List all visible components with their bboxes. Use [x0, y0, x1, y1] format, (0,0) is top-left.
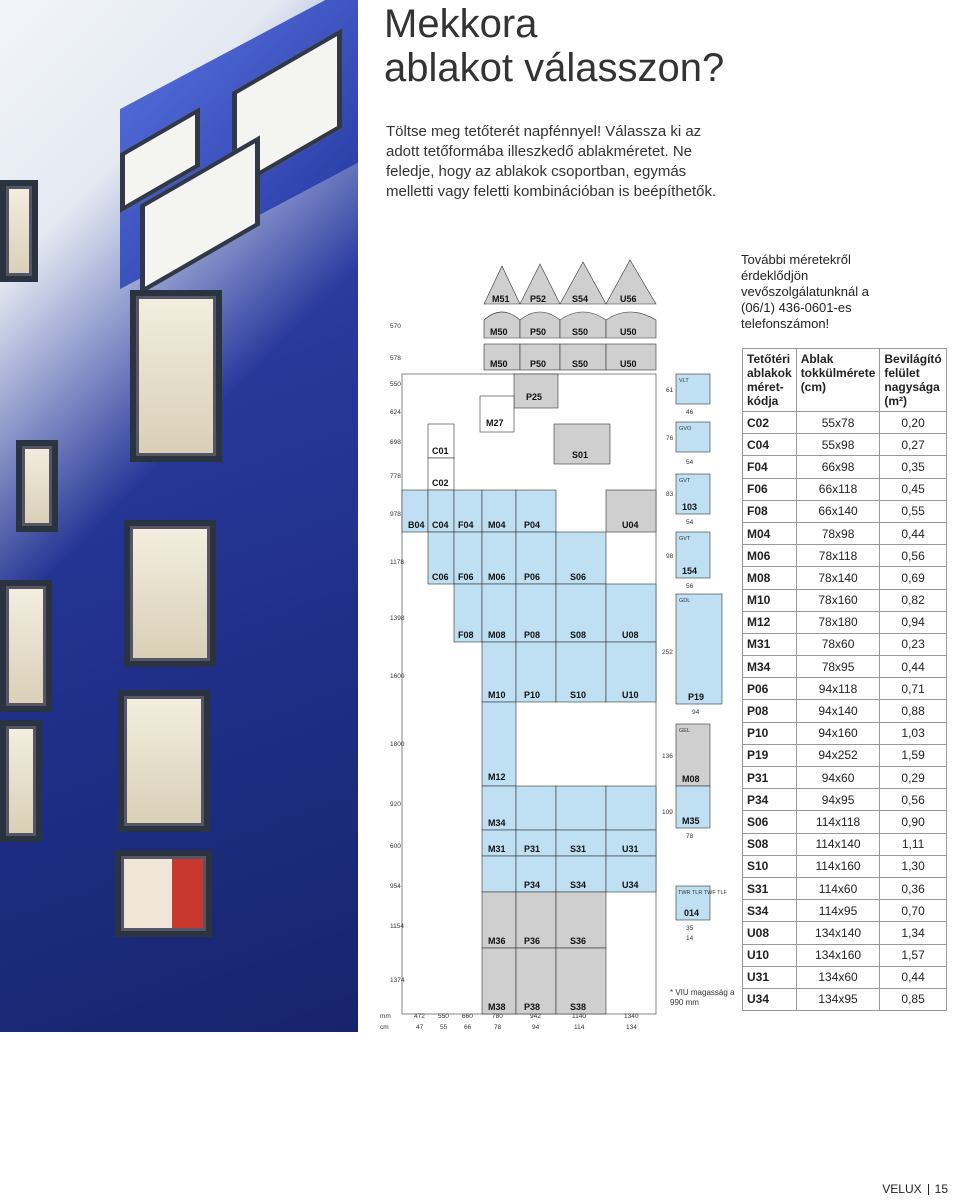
code-c02: C02 — [432, 478, 449, 488]
contact-text: További méretekről érdeklődjön vevőszolgálatunknál a (06/1) 436-0601-es telefonszámon! — [741, 252, 869, 331]
row-area: 0,35 — [880, 456, 946, 478]
table-row — [743, 456, 947, 478]
size-table — [742, 348, 947, 1011]
left-mm-12: 600 — [390, 843, 401, 850]
row-code: S06 — [743, 811, 797, 833]
side-width-54-2: 54 — [686, 519, 694, 526]
row-size: 94x160 — [796, 722, 880, 744]
table-row — [743, 966, 947, 988]
row-size: 66x140 — [796, 500, 880, 522]
row-area: 0,44 — [880, 522, 946, 544]
facade-window — [130, 290, 222, 462]
table-row — [743, 522, 947, 544]
code-c01: C01 — [432, 446, 449, 456]
row-area: 0,29 — [880, 767, 946, 789]
side-code-m08: M08 — [682, 774, 700, 784]
row-area: 0,44 — [880, 966, 946, 988]
row-size: 114x60 — [796, 877, 880, 899]
side-label-gvt: GVT — [679, 478, 691, 484]
code-f06: F06 — [458, 572, 474, 582]
code-u31: U31 — [622, 844, 639, 854]
side-code-m35: M35 — [682, 816, 700, 826]
row-code: M10 — [743, 589, 797, 611]
code-m06: M06 — [488, 572, 506, 582]
bottom-mm-550: 550 — [438, 1013, 449, 1020]
row-size: 134x60 — [796, 966, 880, 988]
table-row — [743, 944, 947, 966]
row-size: 78x160 — [796, 589, 880, 611]
code-u10: U10 — [622, 690, 639, 700]
row-area: 0,44 — [880, 656, 946, 678]
row-code: C02 — [743, 412, 797, 434]
side-height-83: 83 — [666, 491, 674, 498]
row-code: C04 — [743, 434, 797, 456]
row-code: S34 — [743, 900, 797, 922]
facade-window — [115, 850, 212, 937]
bottom-mm-942: 942 — [530, 1013, 541, 1020]
table-row — [743, 434, 947, 456]
code-u34: U34 — [622, 880, 639, 890]
row-area: 0,94 — [880, 611, 946, 633]
footer-separator — [928, 1184, 929, 1195]
row-code: S31 — [743, 877, 797, 899]
row-area: 0,90 — [880, 811, 946, 833]
code-s38: S38 — [570, 1002, 587, 1012]
code-p34: P34 — [524, 880, 541, 890]
title-line-2: ablakot válasszon? — [384, 46, 725, 90]
row-area: 0,36 — [880, 877, 946, 899]
row-code: P08 — [743, 700, 797, 722]
table-row — [743, 678, 947, 700]
side-code-p19: P19 — [688, 692, 705, 702]
header-size: Ablak tokkülmérete (cm) — [796, 349, 880, 412]
row-area: 1,11 — [880, 833, 946, 855]
row-area: 0,56 — [880, 789, 946, 811]
row-size: 78x118 — [796, 545, 880, 567]
facade-window — [0, 580, 52, 712]
table-row — [743, 478, 947, 500]
row-code: S10 — [743, 855, 797, 877]
row-size: 114x118 — [796, 811, 880, 833]
row-code: P34 — [743, 789, 797, 811]
row-code: P19 — [743, 744, 797, 766]
row-area: 0,56 — [880, 545, 946, 567]
row-size: 78x140 — [796, 567, 880, 589]
side-label-gvo: GVO — [679, 426, 692, 432]
left-mm-15: 1374 — [390, 977, 405, 984]
side-label-gdl: GDL — [679, 598, 691, 604]
table-row — [743, 922, 947, 944]
table-row — [743, 656, 947, 678]
code-u04: U04 — [622, 520, 639, 530]
facade-window — [0, 180, 38, 282]
left-mm-2: 550 — [390, 381, 401, 388]
building-photo — [0, 0, 358, 1032]
cell-p25 — [514, 374, 558, 408]
page-footer — [882, 1182, 948, 1196]
intro-text: Töltse meg tetőterét napfénnyel! Válassza ki az adott tetőformába illeszkedő ablakméretet. Ne feledje, hogy az ablakok csoportban, egymás melletti vagy feletti kombinációban is beépíthetők. — [386, 123, 717, 200]
code-b04: B04 — [408, 520, 425, 530]
side-width-78: 78 — [686, 833, 694, 840]
bottom-mm-780: 780 — [492, 1013, 503, 1020]
brand-name: VELUX — [882, 1182, 922, 1196]
side-width-94: 94 — [692, 709, 700, 716]
code-m31: M31 — [488, 844, 506, 854]
row-size: 94x95 — [796, 789, 880, 811]
row-size: 134x160 — [796, 944, 880, 966]
bottom-mm-472: 472 — [414, 1013, 425, 1020]
left-mm-1: 578 — [390, 355, 401, 362]
table-row — [743, 500, 947, 522]
side-label-vlt: VLT — [679, 378, 689, 384]
facade-window — [124, 520, 216, 667]
bottom-cm-55: 55 — [440, 1024, 448, 1031]
table-row — [743, 567, 947, 589]
code-s06: S06 — [570, 572, 587, 582]
code-f08: F08 — [458, 630, 474, 640]
row-size: 78x180 — [796, 611, 880, 633]
code-p36: P36 — [524, 936, 541, 946]
table-row — [743, 877, 947, 899]
left-mm-8: 1398 — [390, 615, 405, 622]
side-height-76: 76 — [666, 435, 674, 442]
row-area: 1,59 — [880, 744, 946, 766]
side-label-gvt-2: GVT — [679, 536, 691, 542]
cell-u34-top — [606, 786, 656, 830]
row-code: M06 — [743, 545, 797, 567]
header-code: Tetőtéri ablakok méret-kódja — [743, 349, 797, 412]
code-m36: M36 — [488, 936, 506, 946]
table-row — [743, 412, 947, 434]
cell-p34-top — [516, 786, 556, 830]
table-row — [743, 900, 947, 922]
side-width-56: 56 — [686, 583, 694, 590]
bottom-cm-47: 47 — [416, 1024, 424, 1031]
table-row — [743, 700, 947, 722]
row-code: P10 — [743, 722, 797, 744]
row-area: 0,70 — [880, 900, 946, 922]
row-code: S08 — [743, 833, 797, 855]
bottom-cm-78: 78 — [494, 1024, 502, 1031]
code-p10: P10 — [524, 690, 541, 700]
code-gir-u50: U50 — [620, 327, 637, 337]
cell-m34b — [482, 856, 516, 892]
code-p25: P25 — [526, 392, 543, 402]
code-p04: P04 — [524, 520, 541, 530]
bottom-cm-66: 66 — [464, 1024, 472, 1031]
code-gir-m50: M50 — [490, 327, 508, 337]
row-code: P31 — [743, 767, 797, 789]
side-width-54: 54 — [686, 459, 694, 466]
row-code: M34 — [743, 656, 797, 678]
table-row — [743, 855, 947, 877]
unit-mm: mm — [380, 1013, 391, 1020]
side-height-98: 98 — [666, 553, 674, 560]
table-row — [743, 589, 947, 611]
code-p31: P31 — [524, 844, 541, 854]
row-code: M12 — [743, 611, 797, 633]
row-area: 0,45 — [880, 478, 946, 500]
side-label-twr: TWR TLR TWF TLF — [678, 890, 727, 896]
code-p38: P38 — [524, 1002, 541, 1012]
code-m27: M27 — [486, 418, 504, 428]
row-size: 78x60 — [796, 633, 880, 655]
row-code: M08 — [743, 567, 797, 589]
row-code: F04 — [743, 456, 797, 478]
row-size: 55x78 — [796, 412, 880, 434]
left-mm-0: 570 — [390, 323, 401, 330]
left-mm-9: 1600 — [390, 673, 405, 680]
table-row — [743, 611, 947, 633]
side-width-46: 46 — [686, 409, 694, 416]
viu-note: * VIU magasság a 990 mm — [670, 988, 735, 1007]
row-area: 1,03 — [880, 722, 946, 744]
code-m51: M51 — [492, 294, 510, 304]
left-mm-13: 954 — [390, 883, 401, 890]
left-mm-14: 1154 — [390, 923, 404, 930]
row-size: 114x160 — [796, 855, 880, 877]
left-mm-11: 920 — [390, 801, 401, 808]
code-c06: C06 — [432, 572, 449, 582]
code-giv-u50: U50 — [620, 359, 637, 369]
code-s34: S34 — [570, 880, 587, 890]
code-s54: S54 — [572, 294, 589, 304]
code-s31: S31 — [570, 844, 587, 854]
code-m12: M12 — [488, 772, 506, 782]
facade-window — [0, 720, 42, 842]
code-p52: P52 — [530, 294, 547, 304]
table-row — [743, 811, 947, 833]
row-size: 66x98 — [796, 456, 880, 478]
code-s01: S01 — [572, 450, 589, 460]
code-s36: S36 — [570, 936, 587, 946]
code-giv-s50: S50 — [572, 359, 589, 369]
row-code: U34 — [743, 988, 797, 1010]
row-area: 0,85 — [880, 988, 946, 1010]
side-height-61: 61 — [666, 387, 674, 394]
table-row — [743, 767, 947, 789]
row-area: 0,71 — [880, 678, 946, 700]
side-label-gel: GEL — [679, 728, 691, 734]
row-code: M31 — [743, 633, 797, 655]
code-s08: S08 — [570, 630, 587, 640]
row-size: 114x95 — [796, 900, 880, 922]
unit-cm: cm — [380, 1024, 389, 1031]
table-row — [743, 789, 947, 811]
code-giv-p50: P50 — [530, 359, 547, 369]
code-p08: P08 — [524, 630, 541, 640]
code-u56: U56 — [620, 294, 637, 304]
side-code-014: 014 — [684, 908, 700, 918]
code-p06: P06 — [524, 572, 541, 582]
row-code: U31 — [743, 966, 797, 988]
row-code: U10 — [743, 944, 797, 966]
table-row — [743, 744, 947, 766]
left-mm-4: 698 — [390, 439, 401, 446]
left-mm-10: 1800 — [390, 741, 405, 748]
row-area: 0,82 — [880, 589, 946, 611]
table-row — [743, 633, 947, 655]
row-size: 66x118 — [796, 478, 880, 500]
table-header-row — [743, 349, 947, 412]
row-code: M04 — [743, 522, 797, 544]
left-mm-3: 624 — [390, 409, 401, 416]
row-size: 94x60 — [796, 767, 880, 789]
row-area: 0,27 — [880, 434, 946, 456]
side-code-154: 154 — [682, 566, 698, 576]
row-area: 0,23 — [880, 633, 946, 655]
row-area: 0,69 — [880, 567, 946, 589]
row-area: 1,57 — [880, 944, 946, 966]
code-m34: M34 — [488, 818, 506, 828]
table-row — [743, 722, 947, 744]
bottom-cm-134: 134 — [626, 1024, 637, 1031]
side-width-14: 14 — [686, 935, 694, 942]
title-line-1: Mekkora — [384, 2, 538, 46]
bottom-mm-1140: 1140 — [572, 1013, 586, 1020]
row-size: 134x140 — [796, 922, 880, 944]
row-code: F06 — [743, 478, 797, 500]
code-gir-s50: S50 — [572, 327, 589, 337]
code-f04: F04 — [458, 520, 474, 530]
table-row — [743, 833, 947, 855]
row-code: F08 — [743, 500, 797, 522]
code-m10: M10 — [488, 690, 506, 700]
row-size: 55x98 — [796, 434, 880, 456]
table-row — [743, 545, 947, 567]
row-code: U08 — [743, 922, 797, 944]
row-area: 1,34 — [880, 922, 946, 944]
row-size: 94x118 — [796, 678, 880, 700]
row-code: P06 — [743, 678, 797, 700]
code-u08: U08 — [622, 630, 639, 640]
row-size: 114x140 — [796, 833, 880, 855]
code-m08: M08 — [488, 630, 506, 640]
bottom-cm-114: 114 — [574, 1024, 585, 1031]
left-mm-7: 1178 — [390, 559, 404, 566]
side-p19 — [676, 594, 722, 704]
row-area: 0,20 — [880, 412, 946, 434]
page-title — [384, 2, 724, 90]
row-size: 78x95 — [796, 656, 880, 678]
side-code-103: 103 — [682, 502, 698, 512]
code-giv-m50: M50 — [490, 359, 508, 369]
row-area: 0,55 — [880, 500, 946, 522]
row-size: 78x98 — [796, 522, 880, 544]
header-area: Bevilágító felület nagysága (m²) — [880, 349, 946, 412]
row-area: 0,88 — [880, 700, 946, 722]
side-height-252: 252 — [662, 649, 673, 656]
facade-window — [16, 440, 58, 532]
table-body — [743, 412, 947, 1011]
code-m04: M04 — [488, 520, 506, 530]
code-s10: S10 — [570, 690, 587, 700]
page-number: 15 — [934, 1182, 948, 1196]
row-size: 134x95 — [796, 988, 880, 1010]
window-size-diagram — [380, 258, 730, 1038]
table-row — [743, 988, 947, 1010]
row-area: 1,30 — [880, 855, 946, 877]
side-height-109: 109 — [662, 809, 673, 816]
cell-s34-top — [556, 786, 606, 830]
row-size: 94x140 — [796, 700, 880, 722]
bottom-mm-660: 660 — [462, 1013, 473, 1020]
row-size: 94x252 — [796, 744, 880, 766]
bottom-mm-1340: 1340 — [624, 1013, 639, 1020]
facade-window — [118, 690, 210, 832]
side-width-35: 35 — [686, 925, 694, 932]
code-gir-p50: P50 — [530, 327, 547, 337]
code-m38: M38 — [488, 1002, 506, 1012]
left-mm-6: 978 — [390, 511, 401, 518]
code-c04: C04 — [432, 520, 449, 530]
left-mm-5: 778 — [390, 473, 401, 480]
side-height-136: 136 — [662, 753, 673, 760]
bottom-cm-94: 94 — [532, 1024, 540, 1031]
